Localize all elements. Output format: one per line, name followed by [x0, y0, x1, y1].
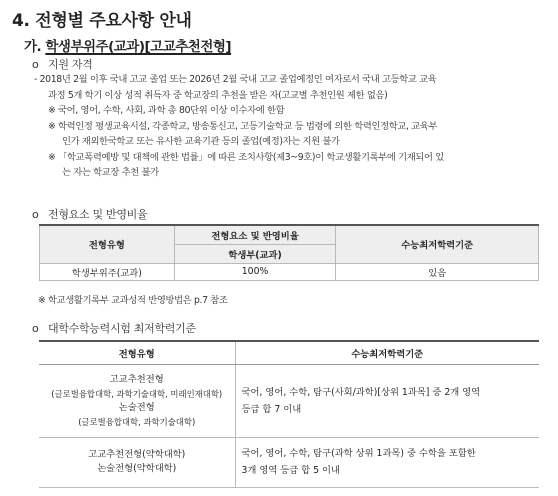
subtitle-prefix: 가.: [24, 39, 46, 55]
csat-cell-criteria: [235, 364, 539, 437]
eligibility-note: ※ 학력인정 평생교육시설, 각종학교, 방송통신고, 고등기술학교 등 법령에 의한 학력인정학교, 교육부: [48, 120, 438, 132]
csat-cell-type: [39, 437, 235, 487]
ratio-note: ※ 학교생활기록부 교과성적 반영방법은 p.7 참조: [38, 295, 228, 306]
section-bullet: o: [32, 208, 39, 221]
csat-table: [39, 340, 539, 488]
criteria-line: 3개 영역 등급 합 5 이내: [241, 465, 340, 476]
csat-cell-type: [39, 364, 235, 437]
type-line: 고교추천전형(약학대학): [88, 449, 186, 460]
csat-table-header-type: 전형유형: [39, 341, 235, 364]
ratio-table-header-type: 전형유형: [40, 225, 175, 263]
type-line: 고교추천전형: [109, 373, 164, 385]
ratio-table-header-minimum: 수능최저학력기준: [336, 225, 539, 263]
section-eligibility-heading: [32, 56, 93, 72]
ratio-table-subheader: 학생부(교과): [174, 244, 336, 263]
type-line: 논술전형(약학대학): [97, 463, 177, 474]
ratio-table-cell-ratio: 100%: [174, 263, 336, 280]
csat-table-header-criteria: 수능최저학력기준: [235, 341, 539, 364]
criteria-line: 등급 합 7 이내: [241, 403, 302, 415]
section-label: 대학수학능력시험 최저학력기준: [48, 322, 196, 335]
eligibility-note: ※ 「학교폭력예방 및 대책에 관한 법률」에 따른 조치사항(제3~9호)이 학교생활기록부에 기재되어 있: [48, 151, 444, 163]
criteria-line: 국어, 영어, 수학, 탐구(사회/과학)[상위 1과목] 중 2개 영역: [241, 386, 481, 398]
criteria-line: 국어, 영어, 수학, 탐구(과학 상위 1과목) 중 수학을 포함한: [241, 448, 476, 459]
table-row: [39, 364, 539, 437]
section-ratio-heading: [32, 206, 147, 222]
type-line: (글로벌융합대학, 과학기술대학, 미래인재대학): [51, 388, 223, 399]
section-csat-heading: [32, 320, 196, 336]
eligibility-text: [34, 72, 549, 181]
eligibility-line: - 2018년 2월 이후 국내 고교 졸업 또는 2026년 2월 국내 고교 졸업예정인 여자로서 국내 고등학교 교육: [34, 74, 437, 85]
eligibility-note: ※ 국어, 영어, 수학, 사회, 과학 총 80단위 이상 이수자에 한함: [48, 105, 285, 116]
section-subtitle: [24, 35, 231, 55]
csat-cell-criteria: [235, 437, 539, 487]
eligibility-note-cont: 는 자는 학교장 추천 불가: [62, 167, 159, 178]
page-title: 4. 전형별 주요사항 안내: [12, 11, 192, 31]
table-row: [39, 437, 539, 487]
ratio-table: [39, 224, 539, 281]
eligibility-note-cont: 인가 재외한국학교 또는 유사한 교육기관 등의 졸업(예정)자는 지원 불가: [62, 136, 340, 147]
eligibility-line: 과정 5개 학기 이상 성적 취득자 중 학교장의 추천을 받은 자(고교별 추천인원 제한 없음): [48, 89, 388, 101]
type-line: 논술전형: [118, 401, 155, 413]
ratio-table-cell-minimum: 있음: [336, 263, 539, 280]
ratio-table-cell-type: 학생부위주(교과): [40, 263, 175, 280]
type-line: (글로벌융합대학, 과학기술대학): [78, 416, 196, 427]
section-bullet: o: [32, 322, 39, 335]
section-label: 전형요소 및 반영비율: [48, 208, 148, 221]
ratio-table-header-elements: 전형요소 및 반영비율: [174, 225, 336, 244]
section-label: 지원 자격: [48, 58, 93, 71]
subtitle-name: 학생부위주(교과)[고교추천전형]: [45, 39, 232, 55]
section-bullet: o: [32, 58, 39, 71]
